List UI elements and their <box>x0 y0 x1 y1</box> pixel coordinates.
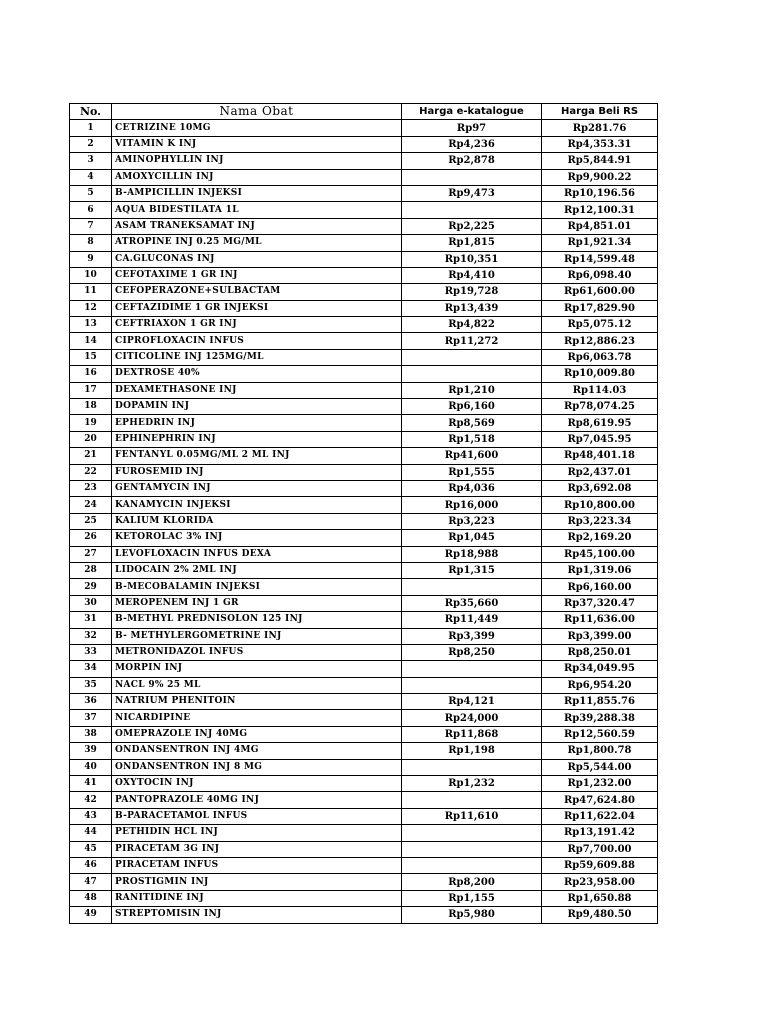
cell-no: 39 <box>70 743 112 759</box>
cell-no: 38 <box>70 726 112 742</box>
header-harga-beli-rs: Harga Beli RS <box>542 104 658 120</box>
cell-no: 18 <box>70 399 112 415</box>
cell-no: 22 <box>70 464 112 480</box>
cell-harga-beli-rs: Rp4,353.31 <box>542 136 658 152</box>
cell-harga-e-katalogue <box>402 677 542 693</box>
cell-no: 15 <box>70 349 112 365</box>
cell-harga-beli-rs: Rp39,288.38 <box>542 710 658 726</box>
cell-harga-beli-rs: Rp78,074.25 <box>542 399 658 415</box>
cell-no: 33 <box>70 644 112 660</box>
header-nama-obat: Nama Obat <box>112 104 402 120</box>
cell-no: 16 <box>70 366 112 382</box>
cell-harga-e-katalogue: Rp8,250 <box>402 644 542 660</box>
cell-harga-beli-rs: Rp6,063.78 <box>542 349 658 365</box>
cell-harga-e-katalogue: Rp1,815 <box>402 235 542 251</box>
cell-no: 21 <box>70 448 112 464</box>
table-row <box>70 743 658 759</box>
header-no: No. <box>70 104 112 120</box>
table-row <box>70 497 658 513</box>
cell-harga-e-katalogue: Rp9,473 <box>402 185 542 201</box>
cell-no: 43 <box>70 808 112 824</box>
header-harga-e-katalogue: Harga e-katalogue <box>402 104 542 120</box>
cell-nama-obat: AMOXYCILLIN INJ <box>112 169 402 185</box>
cell-harga-beli-rs: Rp6,954.20 <box>542 677 658 693</box>
table-row <box>70 153 658 169</box>
cell-nama-obat: KETOROLAC 3% INJ <box>112 530 402 546</box>
table-row <box>70 857 658 873</box>
cell-harga-e-katalogue: Rp8,200 <box>402 874 542 890</box>
cell-harga-e-katalogue: Rp8,569 <box>402 415 542 431</box>
cell-nama-obat: PROSTIGMIN INJ <box>112 874 402 890</box>
cell-nama-obat: DOPAMIN INJ <box>112 399 402 415</box>
cell-harga-beli-rs: Rp9,480.50 <box>542 907 658 923</box>
cell-no: 17 <box>70 382 112 398</box>
table-row <box>70 431 658 447</box>
cell-nama-obat: B- METHYLERGOMETRINE INJ <box>112 628 402 644</box>
cell-nama-obat: CEFTRIAXON 1 GR INJ <box>112 317 402 333</box>
table-row <box>70 513 658 529</box>
cell-nama-obat: B-PARACETAMOL INFUS <box>112 808 402 824</box>
cell-harga-e-katalogue: Rp24,000 <box>402 710 542 726</box>
cell-harga-beli-rs: Rp3,692.08 <box>542 480 658 496</box>
table-row <box>70 169 658 185</box>
table-row <box>70 251 658 267</box>
cell-harga-e-katalogue <box>402 792 542 808</box>
cell-harga-e-katalogue: Rp11,272 <box>402 333 542 349</box>
cell-no: 10 <box>70 267 112 283</box>
cell-nama-obat: PETHIDIN HCL INJ <box>112 825 402 841</box>
cell-harga-beli-rs: Rp1,319.06 <box>542 562 658 578</box>
table-row <box>70 874 658 890</box>
cell-no: 25 <box>70 513 112 529</box>
cell-nama-obat: CEFOTAXIME 1 GR INJ <box>112 267 402 283</box>
table-row <box>70 480 658 496</box>
cell-harga-beli-rs: Rp48,401.18 <box>542 448 658 464</box>
cell-harga-beli-rs: Rp11,622.04 <box>542 808 658 824</box>
table-row <box>70 612 658 628</box>
cell-harga-beli-rs: Rp114.03 <box>542 382 658 398</box>
table-row <box>70 448 658 464</box>
table-row <box>70 382 658 398</box>
cell-harga-e-katalogue: Rp4,036 <box>402 480 542 496</box>
cell-harga-beli-rs: Rp1,800.78 <box>542 743 658 759</box>
cell-nama-obat: CIPROFLOXACIN INFUS <box>112 333 402 349</box>
cell-nama-obat: ONDANSENTRON INJ 8 MG <box>112 759 402 775</box>
cell-harga-beli-rs: Rp10,009.80 <box>542 366 658 382</box>
cell-nama-obat: ATROPINE INJ 0.25 MG/ML <box>112 235 402 251</box>
table-row <box>70 333 658 349</box>
cell-nama-obat: PIRACETAM 3G INJ <box>112 841 402 857</box>
cell-no: 9 <box>70 251 112 267</box>
cell-nama-obat: NACL 9% 25 ML <box>112 677 402 693</box>
medicine-price-table <box>69 103 658 924</box>
cell-harga-beli-rs: Rp10,800.00 <box>542 497 658 513</box>
cell-nama-obat: OXYTOCIN INJ <box>112 776 402 792</box>
cell-no: 11 <box>70 284 112 300</box>
cell-harga-e-katalogue <box>402 825 542 841</box>
cell-no: 47 <box>70 874 112 890</box>
table-row <box>70 284 658 300</box>
cell-harga-e-katalogue: Rp11,868 <box>402 726 542 742</box>
cell-nama-obat: PIRACETAM INFUS <box>112 857 402 873</box>
cell-nama-obat: DEXAMETHASONE INJ <box>112 382 402 398</box>
table-row <box>70 120 658 136</box>
cell-harga-e-katalogue: Rp2,878 <box>402 153 542 169</box>
cell-no: 13 <box>70 317 112 333</box>
cell-no: 14 <box>70 333 112 349</box>
cell-nama-obat: ONDANSENTRON INJ 4MG <box>112 743 402 759</box>
cell-harga-beli-rs: Rp47,624.80 <box>542 792 658 808</box>
cell-harga-beli-rs: Rp10,196.56 <box>542 185 658 201</box>
cell-nama-obat: MORPIN INJ <box>112 661 402 677</box>
cell-harga-beli-rs: Rp13,191.42 <box>542 825 658 841</box>
cell-no: 1 <box>70 120 112 136</box>
cell-no: 12 <box>70 300 112 316</box>
table-row <box>70 185 658 201</box>
cell-nama-obat: CEFOPERAZONE+SULBACTAM <box>112 284 402 300</box>
cell-harga-beli-rs: Rp61,600.00 <box>542 284 658 300</box>
cell-no: 31 <box>70 612 112 628</box>
table-row <box>70 546 658 562</box>
cell-harga-beli-rs: Rp17,829.90 <box>542 300 658 316</box>
table-row <box>70 366 658 382</box>
table-row <box>70 349 658 365</box>
cell-nama-obat: CITICOLINE INJ 125MG/ML <box>112 349 402 365</box>
cell-no: 37 <box>70 710 112 726</box>
cell-harga-e-katalogue <box>402 579 542 595</box>
table-row <box>70 579 658 595</box>
table-body <box>70 120 658 923</box>
cell-no: 20 <box>70 431 112 447</box>
table-row <box>70 726 658 742</box>
cell-nama-obat: MEROPENEM INJ 1 GR <box>112 595 402 611</box>
cell-nama-obat: STREPTOMISIN INJ <box>112 907 402 923</box>
cell-harga-e-katalogue: Rp1,315 <box>402 562 542 578</box>
cell-nama-obat: KANAMYCIN INJEKSI <box>112 497 402 513</box>
cell-nama-obat: DEXTROSE 40% <box>112 366 402 382</box>
cell-harga-beli-rs: Rp1,650.88 <box>542 890 658 906</box>
cell-no: 46 <box>70 857 112 873</box>
cell-no: 24 <box>70 497 112 513</box>
table-row <box>70 464 658 480</box>
table-row <box>70 300 658 316</box>
cell-harga-e-katalogue: Rp10,351 <box>402 251 542 267</box>
cell-no: 29 <box>70 579 112 595</box>
cell-nama-obat: LIDOCAIN 2% 2ML INJ <box>112 562 402 578</box>
table-row <box>70 267 658 283</box>
cell-harga-e-katalogue <box>402 759 542 775</box>
cell-harga-beli-rs: Rp6,098.40 <box>542 267 658 283</box>
cell-harga-beli-rs: Rp3,223.34 <box>542 513 658 529</box>
cell-harga-e-katalogue: Rp11,610 <box>402 808 542 824</box>
cell-no: 3 <box>70 153 112 169</box>
table-row <box>70 808 658 824</box>
table-row <box>70 235 658 251</box>
cell-harga-e-katalogue: Rp41,600 <box>402 448 542 464</box>
cell-harga-e-katalogue: Rp1,518 <box>402 431 542 447</box>
cell-no: 26 <box>70 530 112 546</box>
table-row <box>70 218 658 234</box>
cell-no: 45 <box>70 841 112 857</box>
table-row <box>70 399 658 415</box>
table-row <box>70 694 658 710</box>
cell-nama-obat: RANITIDINE INJ <box>112 890 402 906</box>
cell-harga-e-katalogue: Rp6,160 <box>402 399 542 415</box>
cell-nama-obat: AQUA BIDESTILATA 1L <box>112 202 402 218</box>
table-row <box>70 907 658 923</box>
cell-no: 49 <box>70 907 112 923</box>
cell-harga-e-katalogue: Rp2,225 <box>402 218 542 234</box>
table-row <box>70 710 658 726</box>
cell-nama-obat: FENTANYL 0.05MG/ML 2 ML INJ <box>112 448 402 464</box>
cell-harga-e-katalogue: Rp16,000 <box>402 497 542 513</box>
cell-harga-e-katalogue <box>402 349 542 365</box>
cell-nama-obat: CETRIZINE 10MG <box>112 120 402 136</box>
cell-harga-e-katalogue: Rp1,155 <box>402 890 542 906</box>
cell-harga-beli-rs: Rp2,437.01 <box>542 464 658 480</box>
table-row <box>70 530 658 546</box>
cell-harga-beli-rs: Rp8,250.01 <box>542 644 658 660</box>
cell-harga-e-katalogue: Rp1,210 <box>402 382 542 398</box>
cell-harga-e-katalogue: Rp4,822 <box>402 317 542 333</box>
cell-nama-obat: OMEPRAZOLE INJ 40MG <box>112 726 402 742</box>
cell-harga-beli-rs: Rp6,160.00 <box>542 579 658 595</box>
cell-nama-obat: LEVOFLOXACIN INFUS DEXA <box>112 546 402 562</box>
cell-no: 32 <box>70 628 112 644</box>
table-row <box>70 136 658 152</box>
cell-harga-beli-rs: Rp12,560.59 <box>542 726 658 742</box>
table-row <box>70 776 658 792</box>
cell-harga-beli-rs: Rp5,844.91 <box>542 153 658 169</box>
cell-harga-beli-rs: Rp45,100.00 <box>542 546 658 562</box>
table-row <box>70 677 658 693</box>
cell-harga-e-katalogue <box>402 841 542 857</box>
cell-no: 28 <box>70 562 112 578</box>
table-row <box>70 661 658 677</box>
cell-harga-beli-rs: Rp281.76 <box>542 120 658 136</box>
cell-no: 41 <box>70 776 112 792</box>
cell-nama-obat: METRONIDAZOL INFUS <box>112 644 402 660</box>
cell-harga-e-katalogue: Rp1,198 <box>402 743 542 759</box>
cell-harga-e-katalogue: Rp1,232 <box>402 776 542 792</box>
table-row <box>70 644 658 660</box>
cell-harga-e-katalogue: Rp35,660 <box>402 595 542 611</box>
cell-harga-beli-rs: Rp23,958.00 <box>542 874 658 890</box>
cell-harga-e-katalogue: Rp3,223 <box>402 513 542 529</box>
cell-no: 30 <box>70 595 112 611</box>
table-row <box>70 562 658 578</box>
cell-nama-obat: CA.GLUCONAS INJ <box>112 251 402 267</box>
cell-harga-e-katalogue: Rp1,555 <box>402 464 542 480</box>
table-row <box>70 759 658 775</box>
cell-harga-e-katalogue: Rp18,988 <box>402 546 542 562</box>
cell-harga-beli-rs: Rp5,075.12 <box>542 317 658 333</box>
table-row <box>70 415 658 431</box>
cell-harga-e-katalogue <box>402 857 542 873</box>
cell-nama-obat: VITAMIN K INJ <box>112 136 402 152</box>
cell-no: 40 <box>70 759 112 775</box>
table-row <box>70 595 658 611</box>
cell-nama-obat: KALIUM KLORIDA <box>112 513 402 529</box>
cell-harga-beli-rs: Rp59,609.88 <box>542 857 658 873</box>
cell-harga-beli-rs: Rp9,900.22 <box>542 169 658 185</box>
cell-no: 27 <box>70 546 112 562</box>
cell-no: 5 <box>70 185 112 201</box>
cell-harga-e-katalogue <box>402 169 542 185</box>
cell-no: 4 <box>70 169 112 185</box>
cell-no: 23 <box>70 480 112 496</box>
cell-harga-beli-rs: Rp4,851.01 <box>542 218 658 234</box>
cell-nama-obat: AMINOPHYLLIN INJ <box>112 153 402 169</box>
table-row <box>70 628 658 644</box>
cell-no: 48 <box>70 890 112 906</box>
table-row <box>70 841 658 857</box>
cell-harga-beli-rs: Rp1,232.00 <box>542 776 658 792</box>
cell-harga-beli-rs: Rp14,599.48 <box>542 251 658 267</box>
cell-harga-e-katalogue: Rp4,410 <box>402 267 542 283</box>
cell-nama-obat: EPHEDRIN INJ <box>112 415 402 431</box>
cell-nama-obat: ASAM TRANEKSAMAT INJ <box>112 218 402 234</box>
cell-nama-obat: CEFTAZIDIME 1 GR INJEKSI <box>112 300 402 316</box>
cell-harga-e-katalogue: Rp3,399 <box>402 628 542 644</box>
cell-harga-beli-rs: Rp7,700.00 <box>542 841 658 857</box>
cell-nama-obat: B-AMPICILLIN INJEKSI <box>112 185 402 201</box>
cell-nama-obat: B-METHYL PREDNISOLON 125 INJ <box>112 612 402 628</box>
cell-harga-e-katalogue <box>402 202 542 218</box>
cell-harga-beli-rs: Rp2,169.20 <box>542 530 658 546</box>
cell-harga-e-katalogue: Rp11,449 <box>402 612 542 628</box>
table-header-row <box>70 104 658 120</box>
cell-no: 6 <box>70 202 112 218</box>
table-row <box>70 202 658 218</box>
cell-nama-obat: PANTOPRAZOLE 40MG INJ <box>112 792 402 808</box>
cell-harga-beli-rs: Rp8,619.95 <box>542 415 658 431</box>
cell-nama-obat: NICARDIPINE <box>112 710 402 726</box>
cell-harga-beli-rs: Rp1,921.34 <box>542 235 658 251</box>
table-row <box>70 792 658 808</box>
cell-nama-obat: FUROSEMID INJ <box>112 464 402 480</box>
cell-nama-obat: EPHINEPHRIN INJ <box>112 431 402 447</box>
cell-harga-e-katalogue: Rp4,236 <box>402 136 542 152</box>
table-row <box>70 317 658 333</box>
cell-harga-beli-rs: Rp12,100.31 <box>542 202 658 218</box>
cell-harga-beli-rs: Rp12,886.23 <box>542 333 658 349</box>
cell-harga-beli-rs: Rp34,049.95 <box>542 661 658 677</box>
cell-harga-beli-rs: Rp3,399.00 <box>542 628 658 644</box>
cell-harga-beli-rs: Rp7,045.95 <box>542 431 658 447</box>
cell-harga-e-katalogue: Rp1,045 <box>402 530 542 546</box>
cell-harga-e-katalogue: Rp5,980 <box>402 907 542 923</box>
cell-harga-e-katalogue <box>402 661 542 677</box>
cell-harga-e-katalogue: Rp19,728 <box>402 284 542 300</box>
cell-harga-beli-rs: Rp5,544.00 <box>542 759 658 775</box>
cell-no: 36 <box>70 694 112 710</box>
cell-no: 44 <box>70 825 112 841</box>
cell-harga-e-katalogue: Rp4,121 <box>402 694 542 710</box>
cell-no: 42 <box>70 792 112 808</box>
cell-nama-obat: B-MECOBALAMIN INJEKSI <box>112 579 402 595</box>
cell-harga-beli-rs: Rp11,855.76 <box>542 694 658 710</box>
cell-no: 2 <box>70 136 112 152</box>
cell-harga-e-katalogue: Rp13,439 <box>402 300 542 316</box>
cell-nama-obat: NATRIUM PHENITOIN <box>112 694 402 710</box>
cell-no: 34 <box>70 661 112 677</box>
cell-harga-e-katalogue: Rp97 <box>402 120 542 136</box>
cell-nama-obat: GENTAMYCIN INJ <box>112 480 402 496</box>
table-row <box>70 825 658 841</box>
cell-no: 19 <box>70 415 112 431</box>
cell-harga-beli-rs: Rp37,320.47 <box>542 595 658 611</box>
table-row <box>70 890 658 906</box>
cell-no: 8 <box>70 235 112 251</box>
cell-harga-e-katalogue <box>402 366 542 382</box>
cell-no: 7 <box>70 218 112 234</box>
cell-no: 35 <box>70 677 112 693</box>
cell-harga-beli-rs: Rp11,636.00 <box>542 612 658 628</box>
